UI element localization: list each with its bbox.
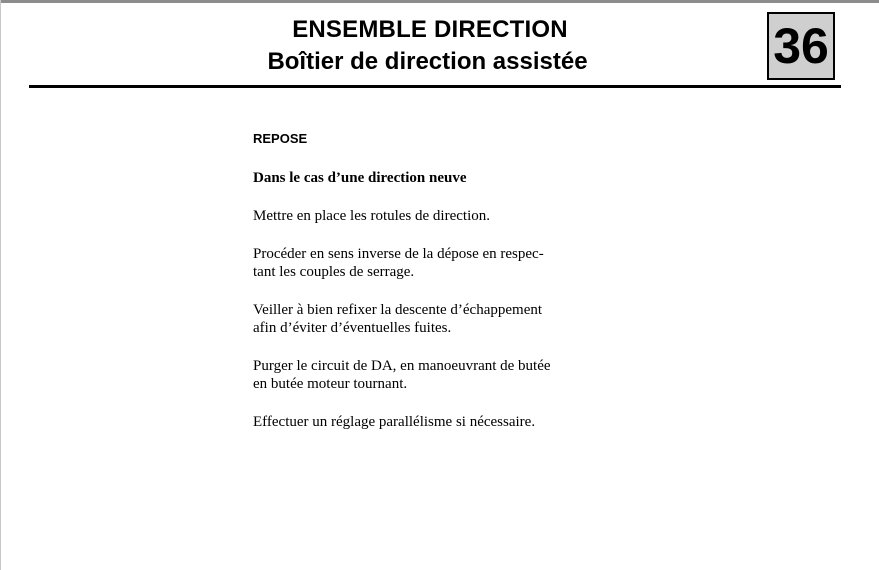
header-divider: [29, 85, 841, 88]
page-subtitle: Boîtier de direction assistée: [267, 48, 588, 75]
procedure-paragraph: [253, 207, 613, 225]
document-body: [253, 130, 613, 431]
paragraph-line: tant les couples de serrage.: [253, 264, 415, 280]
procedure-paragraph: [253, 413, 613, 431]
page-header: [160, 14, 700, 78]
page-left-border: [0, 0, 1, 570]
procedure-paragraph: [253, 245, 613, 281]
paragraph-line: en butée moteur tournant.: [253, 376, 408, 392]
procedure-paragraph: [253, 357, 613, 393]
procedure-paragraph: [253, 301, 613, 337]
paragraph-line: afin d’éviter d’éventuelles fuites.: [253, 320, 452, 336]
section-heading: REPOSE: [253, 131, 308, 146]
paragraph-line: Effectuer un réglage parallélisme si nécessaire.: [253, 414, 536, 430]
section-number-badge: 36: [767, 12, 835, 80]
paragraph-line: Veiller à bien refixer la descente d’échappement: [253, 302, 543, 318]
paragraph-line: Mettre en place les rotules de direction.: [253, 208, 490, 224]
paragraph-line: Procéder en sens inverse de la dépose en respec-: [253, 246, 544, 262]
procedure-subheading: Dans le cas d’une direction neuve: [253, 170, 467, 186]
paragraph-line: Purger le circuit de DA, en manoeuvrant de butée: [253, 358, 551, 374]
page-top-border: [0, 0, 879, 3]
page-title: ENSEMBLE DIRECTION: [292, 16, 568, 43]
